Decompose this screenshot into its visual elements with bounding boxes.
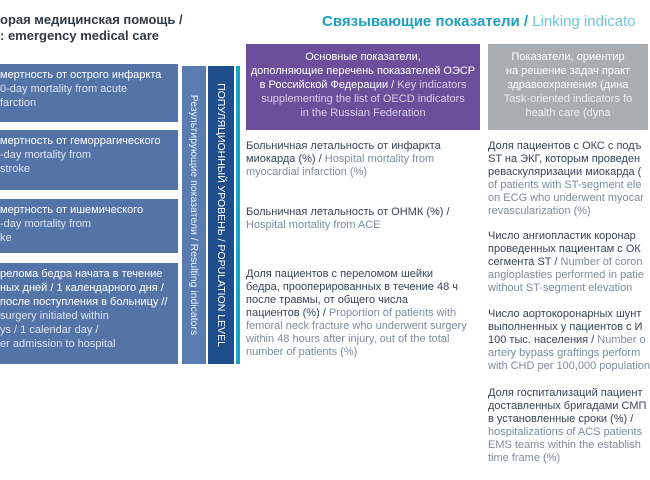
indicator-hip-fracture-surgery-48h: Доля пациентов с переломом шейки бедра, прооперированных в течение 48 ч после травмы, от общего числа пациентов (%) / Proportion of patients with femoral neck fracture who underwent surgery within 48 hours after injury, out of the total number of patients (%)	[246, 268, 467, 358]
task-oriented-indicators-box: Показатели, ориентир на решение задач практ здравоохранения (дина Task-oriented indicators fo health care (dyna	[488, 44, 648, 130]
left-title-en: : emergency medical care	[0, 28, 159, 43]
population-level-bar	[208, 66, 234, 364]
indicator-coronary-angioplasties: Число ангиопластик коронар проведенных пациентам с ОК сегмента ST / Number of coron angioplasties performed in patie without ST-segment elevation	[488, 230, 644, 294]
key-indicators-box: Основные показатели, дополняющие перечень показателей ОЭСР в Российской Федерации / Key indicators supplementing the list of OECD indicators in the Russian Federation	[246, 44, 480, 130]
resulting-indicators-bar	[182, 66, 206, 364]
card-hemorrhagic-stroke-mortality: мертность от геморрагического -day mortality from stroke	[0, 130, 178, 190]
population-level-label: ПОПУЛЯЦИОННЫЙ УРОВЕНЬ / POPULATION LEVEL	[215, 83, 227, 347]
indicator-stemi-revascularization: Доля пациентов с ОКС с подъ ST на ЭКГ, которым проведен реваскуляризации миокарда ( of patients with ST-segment ele on ECG who underwent myocar revascularization (%)	[488, 140, 644, 217]
indicator-ami-hospital-mortality: Больничная летальность от инфаркта миокарда (%) / Hospital mortality from myocardial infarction (%)	[246, 140, 441, 178]
resulting-indicators-label: Результирующие показатели / Resulting indicators	[188, 94, 200, 336]
indicator-ems-hospitalizations: Доля госпитализаций пациент доставленных бригадами СМП в установленные сроки (%) / hospitalizations of ACS patients EMS teams within the establish time frame (%)	[488, 387, 647, 464]
left-title-ru: орая медицинская помощь /	[0, 12, 183, 27]
card-hip-fracture-surgery: релома бедра начата в течение ных дней / 1 календарного дня / после поступления в больницу // surgery initiated within ys / 1 calendar day / er admission to hospital	[0, 263, 178, 364]
indicator-stroke-hospital-mortality: Больничная летальность от ОНМК (%) / Hospital mortality from ACE	[246, 206, 450, 231]
divider-bar	[236, 66, 240, 364]
linking-indicators-title: Связывающие показатели / Linking indicato	[322, 13, 636, 30]
indicator-bypass-graftings: Число аортокоронарных шунт выполненных у пациентов с И 100 тыс. населения / Number o artery bypass graftings perform with CHD per 100,000 population	[488, 308, 650, 372]
left-section-title	[0, 12, 232, 44]
card-ischemic-stroke-mortality: мертность от ишемического -day mortality from ke	[0, 199, 178, 253]
card-ami-mortality: мертность от острого инфаркта 0-day mortality from acute farction	[0, 64, 178, 122]
